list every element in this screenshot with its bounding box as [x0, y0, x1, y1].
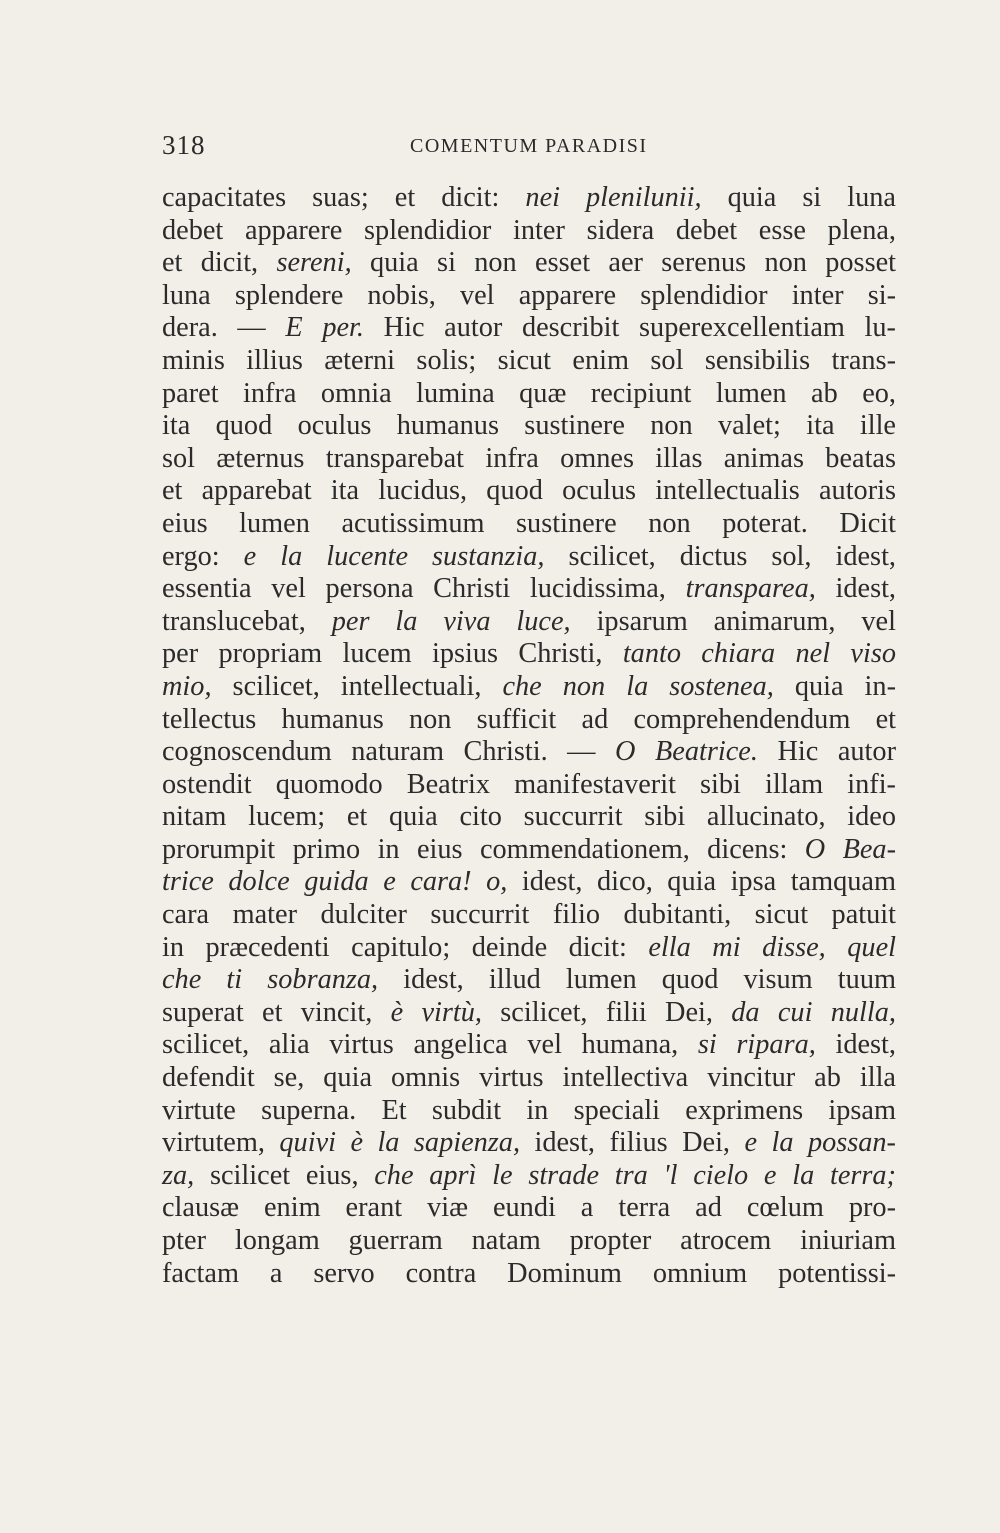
- text-run: idest, filius Dei,: [520, 1127, 745, 1159]
- italic-quotation: per la viva luce,: [331, 605, 571, 637]
- text-run: luna splendere nobis, vel apparere splendidior inter si-: [162, 279, 896, 311]
- italic-quotation: è virtù,: [390, 996, 482, 1028]
- text-line: [162, 541, 896, 574]
- text-line: [162, 671, 896, 704]
- text-run: ergo:: [162, 540, 244, 572]
- text-run: virtute superna. Et subdit in speciali exprimens ipsam: [162, 1094, 896, 1126]
- text-run: tellectus humanus non sufficit ad comprehendendum et: [162, 703, 896, 735]
- text-run: per propriam lucem ipsius Christi,: [162, 638, 623, 670]
- text-run: factam a servo contra Dominum omnium potentissi-: [162, 1257, 896, 1289]
- text-line: [162, 345, 896, 378]
- text-run: virtutem,: [162, 1127, 280, 1159]
- italic-quotation: che aprì le strade tra 'l cielo e la terra;: [374, 1159, 896, 1191]
- italic-quotation: e la lucente sustanzia,: [243, 540, 545, 572]
- italic-quotation: che ti sobranza,: [162, 964, 379, 996]
- text-run: quia si non esset aer serenus non posset: [351, 247, 896, 279]
- text-line: [162, 1029, 896, 1062]
- text-line: [162, 573, 896, 606]
- text-run: in præcedenti capitulo; deinde dicit:: [162, 931, 649, 963]
- text-run: translucebat,: [162, 605, 332, 637]
- text-line: [162, 769, 896, 802]
- text-run: idest, dico, quia ipsa tamquam: [507, 866, 896, 898]
- text-line: [162, 1062, 896, 1095]
- text-line: [162, 932, 896, 965]
- text-run: scilicet, alia virtus angelica vel humana,: [162, 1029, 698, 1061]
- text-line: [162, 736, 896, 769]
- text-run: ipsarum animarum, vel: [570, 605, 896, 637]
- text-run: superat et vincit,: [162, 996, 391, 1028]
- italic-quotation: trice dolce guida e cara! o,: [162, 866, 508, 898]
- text-run: essentia vel persona Christi lucidissima,: [162, 573, 686, 605]
- text-line: [162, 801, 896, 834]
- text-run: Hic autor describit superexcellentiam lu-: [363, 312, 896, 344]
- text-run: scilicet, filii Dei,: [481, 996, 732, 1028]
- text-line: [162, 1095, 896, 1128]
- text-line: [162, 280, 896, 313]
- text-line: [162, 443, 896, 476]
- text-run: et apparebat ita lucidus, quod oculus intellectualis autoris: [162, 475, 896, 507]
- italic-quotation: tanto chiara nel viso: [622, 638, 897, 670]
- italic-quotation: transparea,: [685, 573, 816, 605]
- text-line: [162, 410, 896, 443]
- page-number: 318: [162, 130, 206, 160]
- text-line: [162, 378, 896, 411]
- text-run: cognoscendum naturam Christi. —: [162, 736, 616, 768]
- running-title: COMENTUM PARADISI: [410, 135, 648, 157]
- text-line: [162, 1192, 896, 1225]
- text-line: [162, 606, 896, 639]
- text-line: [162, 997, 896, 1030]
- text-line: [162, 1127, 896, 1160]
- text-line: [162, 866, 896, 899]
- italic-quotation: si ripara,: [697, 1029, 816, 1061]
- text-line: [162, 312, 896, 345]
- text-run: prorumpit primo in eius commendationem, dicens:: [162, 833, 805, 865]
- text-run: minis illius æterni solis; sicut enim sol sensibilis trans-: [162, 344, 896, 376]
- text-line: [162, 964, 896, 997]
- italic-quotation: za,: [162, 1159, 195, 1191]
- text-run: nitam lucem; et quia cito succurrit sibi allucinato, ideo: [162, 801, 896, 833]
- italic-quotation: mio,: [162, 670, 212, 702]
- text-run: clausæ enim erant viæ eundi a terra ad cœlum pro-: [162, 1192, 896, 1224]
- text-run: quia si luna: [701, 182, 896, 213]
- text-run: eius lumen acutissimum sustinere non poterat. Dicit: [162, 507, 896, 539]
- italic-quotation: che non la sostenea,: [502, 670, 774, 702]
- text-run: idest,: [815, 1029, 896, 1061]
- body-text: [162, 182, 896, 1290]
- text-line: [162, 834, 896, 867]
- italic-quotation: e la possan-: [744, 1127, 896, 1159]
- page-header: [162, 130, 896, 170]
- italic-quotation: E per.: [285, 312, 364, 344]
- text-line: [162, 215, 896, 248]
- italic-quotation: O Beatrice.: [615, 736, 758, 768]
- text-line: [162, 475, 896, 508]
- text-run: debet apparere splendidior inter sidera debet esse plena,: [162, 214, 896, 246]
- text-run: scilicet, dictus sol, idest,: [544, 540, 897, 572]
- text-run: et dicit,: [162, 247, 277, 279]
- text-run: dera. —: [162, 312, 286, 344]
- text-line: [162, 1160, 896, 1193]
- text-run: cara mater dulciter succurrit filio dubitanti, sicut patuit: [162, 899, 896, 931]
- italic-quotation: O Bea-: [804, 833, 896, 865]
- text-line: [162, 508, 896, 541]
- text-run: idest,: [815, 573, 897, 605]
- text-run: sol æternus transparebat infra omnes illas animas beatas: [162, 442, 896, 474]
- text-line: [162, 638, 896, 671]
- text-run: paret infra omnia lumina quæ recipiunt lumen ab eo,: [162, 377, 896, 409]
- text-run: quia in-: [773, 670, 896, 702]
- italic-quotation: quivi è la sapienza,: [279, 1127, 521, 1159]
- text-run: scilicet eius,: [194, 1159, 375, 1191]
- text-line: [162, 1225, 896, 1258]
- text-line: [162, 1258, 896, 1291]
- text-run: scilicet, intellectuali,: [211, 670, 503, 702]
- text-run: ostendit quomodo Beatrix manifestaverit sibi illam infi-: [162, 768, 896, 800]
- text-line: [162, 247, 896, 280]
- text-line: [162, 899, 896, 932]
- text-run: ita quod oculus humanus sustinere non valet; ita ille: [162, 410, 896, 442]
- text-run: pter longam guerram natam propter atrocem iniuriam: [162, 1225, 896, 1256]
- text-run: idest, illud lumen quod visum tuum: [378, 964, 896, 996]
- italic-quotation: nei plenilunii,: [525, 182, 702, 213]
- text-run: Hic autor: [757, 736, 896, 768]
- italic-quotation: sereni,: [276, 247, 352, 279]
- text-line: [162, 704, 896, 737]
- text-run: defendit se, quia omnis virtus intellectiva vincitur ab illa: [162, 1062, 896, 1094]
- italic-quotation: da cui nulla,: [731, 996, 897, 1028]
- italic-quotation: ella mi disse, quel: [648, 931, 896, 963]
- text-line: [162, 182, 896, 215]
- text-run: capacitates suas; et dicit:: [162, 182, 526, 213]
